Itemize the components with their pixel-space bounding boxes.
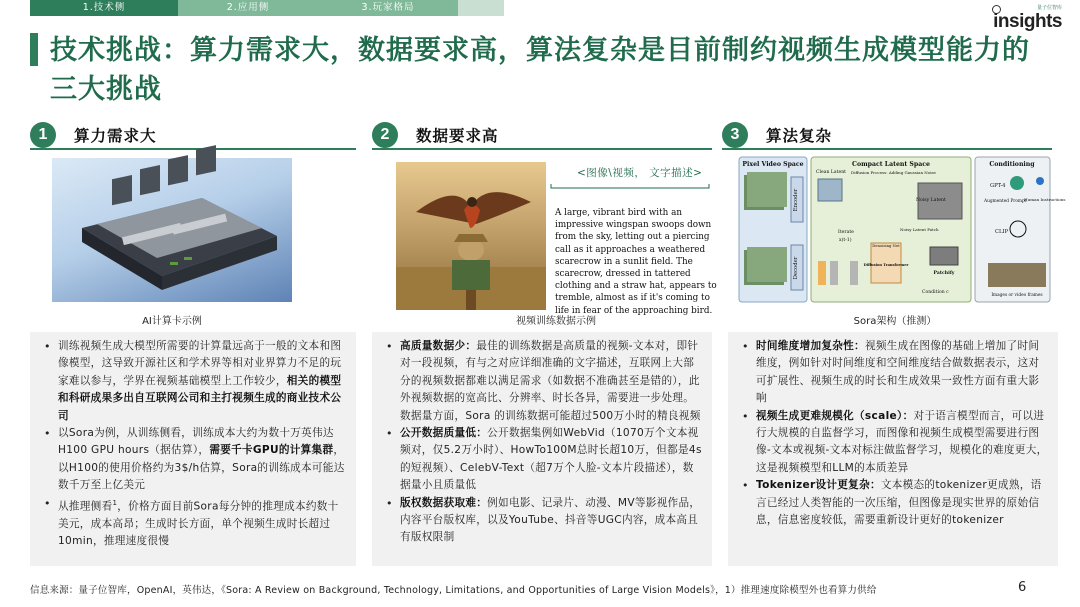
sora-architecture-diagram <box>738 155 1066 305</box>
bullet-bold: 相关的模型和科研成果多出自互联网公司和主打视频生成的商业技术公司 <box>58 374 342 422</box>
column-3-header <box>722 122 1042 148</box>
diagram-pixel-space: Pixel Video Space <box>742 161 804 168</box>
bullet-text: 例如电影、记录片、动漫、MV等影视作品，内容平台版权库，以及YouTube、抖音等UGC内容，成本高且有版权限制 <box>400 496 701 544</box>
bullet-data-3 <box>384 495 702 547</box>
bullet-algorithm-1 <box>740 338 1048 408</box>
footnote-marker: 1 <box>112 498 118 507</box>
bullet-bold: 需要千卡GPU的计算集群 <box>209 444 334 457</box>
page-number: 6 <box>1018 580 1027 595</box>
column-1-header <box>30 122 350 148</box>
diagram-augmented-prompt: Augmented Prompt <box>984 199 1027 204</box>
heading-compute: 算力需求大 <box>74 127 157 145</box>
bullet-bold: 视频生成更难规模化（scale）： <box>756 409 914 422</box>
bullet-bold: Tokenizer设计更复杂： <box>756 479 881 492</box>
bullet-bold: 公开数据质量低： <box>400 427 488 440</box>
diagram-clip: CLIP <box>995 229 1008 235</box>
tab-application[interactable]: 2.应用侧 <box>178 0 318 16</box>
gpu-server-image <box>52 158 292 302</box>
number-badge-1: 1 <box>30 122 56 148</box>
diagram-noisy-latent-patch: Noisy Latent Patch <box>900 227 939 232</box>
section-tabs <box>30 0 504 16</box>
source-footnote: 信息来源：量子位智库，OpenAI，英伟达，《Sora: A Review on Background, Technology, Limitations, and Opportunities of Large Vision Models》，1）推理速度除模型外也看算力供给 <box>30 585 877 596</box>
page-title: 技术挑战：算力需求大，数据要求高，算法复杂是目前制约视频生成模型能力的三大挑战 <box>50 35 1030 105</box>
diagram-patchify: Patchify <box>933 271 955 276</box>
column-1-rule <box>30 148 356 150</box>
caption-description: A large, vibrant bird with an impressive wingspan swoops down from the sky, letting out a piercing call as it approaches a weathered scarecrow in a sunlit field. The scarecrow, dressed in tattered clothing and a straw hat, appears to tremble, almost as if it's coming to life in fear of the approaching bird. <box>555 208 717 316</box>
logo-small-text: 量子位智库 <box>1036 5 1062 11</box>
diagram-denoising-net: Denoising Net <box>872 243 900 248</box>
caption-data: 视频训练数据示例 <box>516 316 596 327</box>
bullet-text: 从推理侧看 <box>58 500 113 513</box>
number-badge-3: 3 <box>722 122 748 148</box>
bullet-text: 公开数据集例如WebVid（1070万个文本视频对，仅5.2万小时）、HowTo100M总时长超10万，但都是4s的短视频）、CelebV-Text（超7万个人脸-文本片段描述），数据量小且质量低 <box>400 427 702 492</box>
panel-algorithm <box>728 332 1058 566</box>
bullet-bold: 高质量数据少： <box>400 340 477 352</box>
bullet-compute-1 <box>42 338 346 425</box>
bullet-algorithm-2 <box>740 408 1048 478</box>
panel-data <box>372 332 712 566</box>
bullet-text: ，以H100的使用价格约为3$/h估算，Sora的训练成本可能达数千万至上亿美元 <box>58 444 345 492</box>
diagram-clean-latent: Clean Latent <box>816 170 847 175</box>
diagram-images-frames: Images or video frames <box>991 293 1043 298</box>
bullet-data-2 <box>384 425 702 495</box>
bullet-text: 文本模态的tokenizer更成熟，语言已经过人类智能的一次压缩，但图像是现实世界的原始信息，信息密度较低，需要重新设计更好的tokenizer <box>756 479 1042 527</box>
insights-logo <box>990 2 1070 32</box>
diagram-dit: Diffusion Transformer <box>863 263 909 267</box>
heading-data: 数据要求高 <box>416 127 499 145</box>
diagram-decoder: Decoder <box>793 256 799 280</box>
diagram-human-instructions: Human Instructions <box>1024 197 1066 202</box>
bullet-algorithm-3 <box>740 477 1048 529</box>
bullet-bold: 版权数据获取难： <box>400 496 488 509</box>
bullet-text: 最佳的训练数据是高质量的视频-文本对，即针对一段视频，有与之对应详细准确的文字描述，互联网上大部分的视频数据都难以满足需求（如数据不准确甚至是错的），此外视频数据的宽高比、分辨率、时长各异，需要进一步处理。数据量方面，Sora 的训练数据可能超过500万小时的精良视频 <box>400 340 701 422</box>
tab-technology[interactable]: 1.技术侧 <box>30 0 178 16</box>
bird-scarecrow-image <box>396 162 546 310</box>
bullet-text: ，价格方面目前Sora每分钟的推理成本约数十美元，成本高昂；生成时长方面，单个视频生成时长超过10min，推理速度很慢 <box>58 500 339 547</box>
diagram-condition-c: Condition c <box>922 290 949 295</box>
bracket-arrow-icon <box>549 182 711 190</box>
bullet-text: 训练视频生成大模型所需要的计算量远高于一般的文本和图像模型，这导致开源社区和学术界等相对业界算力不足的玩家难以参与，学界在视频基础模型上工作较少， <box>58 340 342 387</box>
bullet-bold: 时间维度增加复杂性： <box>756 340 865 352</box>
bullet-text: 以Sora为例，从训练侧看，训练成本大约为数十万英伟达H100 GPU hours（据估算）， <box>58 427 334 457</box>
diagram-encoder: Encoder <box>793 188 799 212</box>
tab-players[interactable]: 3.玩家格局 <box>318 0 458 16</box>
diagram-noisy-latent: Noisy Latent <box>916 198 946 203</box>
bullet-data-1 <box>384 338 702 425</box>
title-accent-bar <box>30 33 38 66</box>
diagram-iter-range: x(t-1) <box>839 238 852 243</box>
column-2-rule <box>372 148 712 150</box>
bullet-text: 对于语言模型而言，可以进行大规模的自监督学习，而图像和视频生成模型需要进行图像-文本或视频-文本对标注做监督学习，规模化的难度更大，这是视频模型和LLM的本质差异 <box>756 409 1048 474</box>
heading-algorithm: 算法复杂 <box>766 127 833 145</box>
caption-sora: Sora架构（推测） <box>853 316 937 327</box>
column-2-header <box>372 122 692 148</box>
diagram-iterate: Iterate <box>838 230 854 235</box>
panel-compute <box>30 332 356 566</box>
column-3-rule <box>722 148 1052 150</box>
logo-text: insights <box>993 11 1062 32</box>
bullet-text: 视频生成在图像的基础上增加了时间维度，例如针对时间维度和空间维度结合做数据表示，这对可扩展性、视频生成的时长和生成效果一致性方面有重大影响 <box>756 340 1040 405</box>
diagram-diffusion-process: Diffusion Process: Adding Gaussian Noise <box>851 170 936 175</box>
caption-gpu: AI计算卡示例 <box>142 316 202 327</box>
tab-filler <box>458 0 504 16</box>
bullet-compute-3 <box>42 495 346 551</box>
data-pair-label: <图像\视频， 文字描述> <box>577 167 703 179</box>
number-badge-2: 2 <box>372 122 398 148</box>
bullet-compute-2 <box>42 425 346 495</box>
diagram-conditioning: Conditioning <box>989 161 1035 168</box>
diagram-latent-space: Compact Latent Space <box>852 161 930 168</box>
diagram-gpt4: GPT-4 <box>990 183 1006 189</box>
